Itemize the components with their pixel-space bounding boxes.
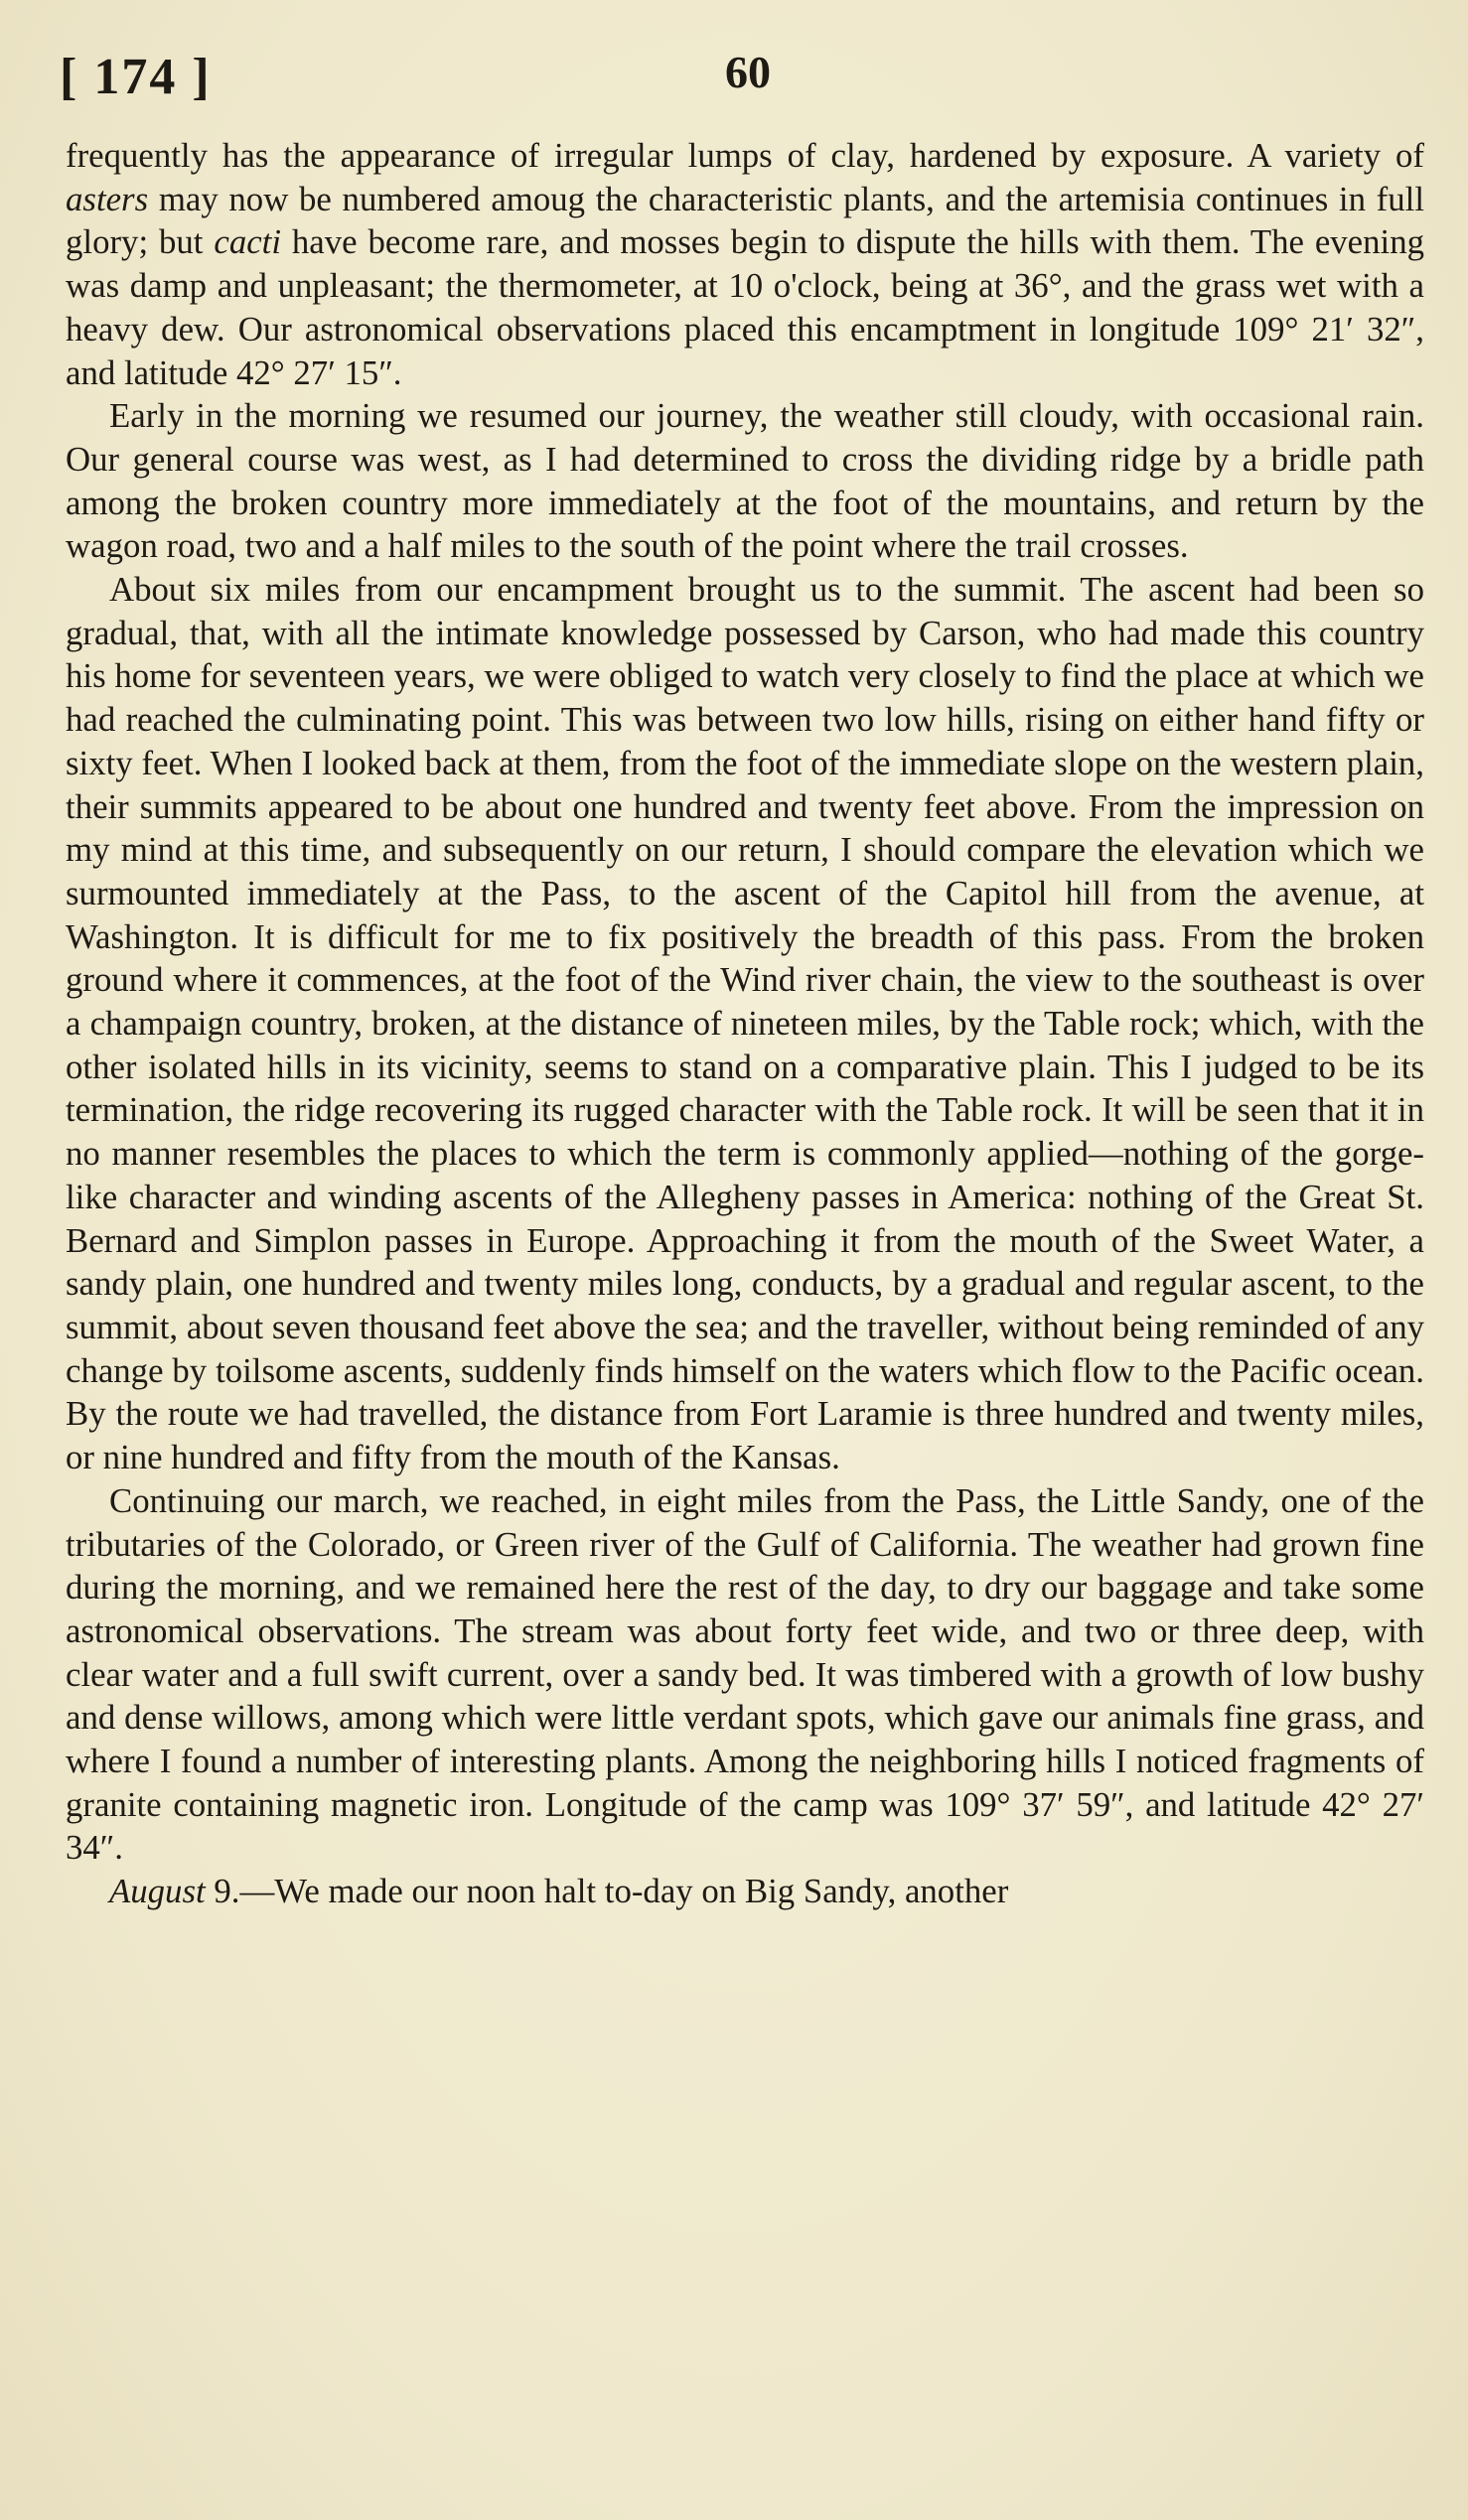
paragraph-text: 9.—We made our noon halt to-day on Big Sandy, another bbox=[205, 1872, 1009, 1911]
paragraph bbox=[66, 394, 1424, 568]
body-text bbox=[66, 134, 1424, 1913]
paragraph-text: have become rare, and mosses begin to dispute the hills with them. The evening was damp and unpleasant; the thermometer, at 10 o'clock, being at 36°, and the grass wet with a heavy dew. Our astronomical observations placed this encamptment in longitude 109° 21′ 32″, and latitude 42° 27′ 15″. bbox=[66, 222, 1424, 392]
paragraph-text: About six miles from our encampment brought us to the summit. The ascent had been so gradual, that, with all the intimate knowledge possessed by Carson, who had made this country his home for seventeen years, we were obliged to watch very closely to find the place at which we had reached the culminating point. This was between two low hills, rising on either hand fifty or sixty feet. When I looked back at them, from the foot of the immediate slope on the western plain, their summits appeared to be about one hundred and twenty feet above. From the impression on my mind at this time, and subsequently on our return, I should compare the elevation which we surmounted immediately at the Pass, to the ascent of the Capitol hill from the avenue, at Washington. It is difficult for me to fix positively the breadth of this pass. From the broken ground where it commences, at the foot of the Wind river chain, the view to the southeast is over a champaign country, broken, at the distance of nineteen miles, by the Table rock; which, with the other isolated hills in its vicinity, seems to stand on a comparative plain. This I judged to be its termination, the ridge recovering its rugged character with the Table rock. It will be seen that it in no manner resembles the places to which the term is commonly applied—nothing of the gorge-like character and winding ascents of the Allegheny passes in America: nothing of the Great St. Bernard and Simplon passes in Europe. Approaching it from the mouth of the Sweet Water, a sandy plain, one hundred and twenty miles long, conducts, by a gradual and regular ascent, to the summit, about seven thousand feet above the sea; and the traveller, without being reminded of any change by toilsome ascents, suddenly finds himself on the waters which flow to the Pacific ocean. By the route we had travelled, the distance from Fort Laramie is three hundred and twenty miles, or nine hundred and fifty from the mouth of the Kansas. bbox=[66, 570, 1424, 1477]
paragraph bbox=[66, 568, 1424, 1479]
page-header bbox=[60, 48, 1450, 117]
paragraph-text: Early in the morning we resumed our journey, the weather still cloudy, with occasional rain. Our general course was west, as I had determined to cross the dividing ridge by a bridle path among the broken country more immediately at the foot of the mountains, and return by the wagon road, two and a half miles to the south of the point where the trail crosses. bbox=[66, 396, 1424, 566]
page-number: 60 bbox=[725, 47, 771, 97]
paragraph-text: may now be numbered amoug the characteristic plants, and the artemisia continues in full glory; but bbox=[66, 179, 1424, 262]
italic-text: August bbox=[109, 1872, 206, 1911]
paragraph bbox=[66, 1479, 1424, 1870]
italic-text: cacti bbox=[214, 222, 281, 262]
paragraph bbox=[66, 1870, 1424, 1913]
paragraph-text: Continuing our march, we reached, in eight miles from the Pass, the Little Sandy, one of the tributaries of the Colorado, or Green river of the Gulf of California. The weather had grown fine during the morning, and we remained here the rest of the day, to dry our baggage and take some astronomical observations. The stream was about forty feet wide, and two or three deep, with clear water and a full swift current, over a sandy bed. It was timbered with a growth of low bushy and dense willows, among which were little verdant spots, which gave our animals fine grass, and where I found a number of interesting plants. Among the neighboring hills I noticed fragments of granite containing magnetic iron. Longitude of the camp was 109° 37′ 59″, and latitude 42° 27′ 34″. bbox=[66, 1480, 1424, 1868]
paragraph-text: frequently has the appearance of irregular lumps of clay, hardened by exposure. A variety of bbox=[66, 136, 1424, 175]
italic-text: asters bbox=[66, 179, 149, 218]
page-reference: [ 174 ] bbox=[60, 49, 212, 105]
paragraph bbox=[66, 134, 1424, 394]
